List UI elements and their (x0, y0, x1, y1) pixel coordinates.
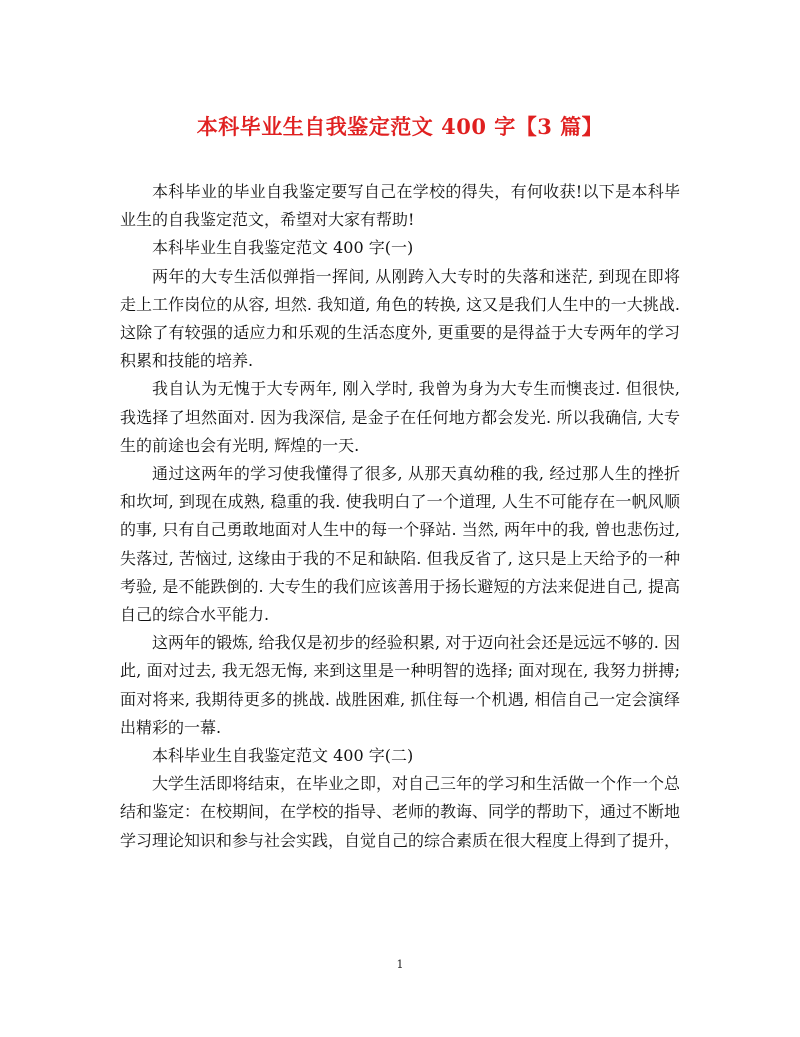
page-number: 1 (396, 958, 404, 971)
intro-paragraph: 本科毕业的毕业自我鉴定要写自己在学校的得失，有何收获!以下是本科毕业生的自我鉴定范文，希望对大家有帮助! (120, 182, 680, 230)
document-title: 本科毕业生自我鉴定范文 400 字【3 篇】 (196, 114, 604, 139)
document-body (120, 178, 680, 855)
body-paragraph: 大学生活即将结束，在毕业之即，对自己三年的学习和生活做一个作一个总结和鉴定：在校期间，在学校的指导、老师的教诲、同学的帮助下，通过不断地学习理论知识和参与社会实践，自觉自己的综合素质在很大程度上得到了提升， (120, 774, 681, 850)
body-paragraph: 这两年的锻炼, 给我仅是初步的经验积累, 对于迈向社会还是远远不够的. 因此, 面对过去, 我无怨无悔, 来到这里是一种明智的选择; 面对现在, 我努力拼搏; 面对将来, 我期待更多的挑战. 战胜困难, 抓住每一个机遇, 相信自己一定会演绎出精彩的一幕. (120, 633, 680, 737)
section-heading-one: 本科毕业生自我鉴定范文 400 字(一) (152, 238, 414, 258)
body-paragraph: 两年的大专生活似弹指一挥间, 从刚跨入大专时的失落和迷茫, 到现在即将走上工作岗位的从容, 坦然. 我知道, 角色的转换, 这又是我们人生中的一大挑战. 这除了有较强的适应力和乐观的生活态度外, 更重要的是得益于大专两年的学习积累和技能的培养. (120, 266, 680, 371)
section-heading-two: 本科毕业生自我鉴定范文 400 字(二) (152, 746, 414, 766)
body-paragraph: 我自认为无愧于大专两年, 刚入学时, 我曾为身为大专生而懊丧过. 但很快, 我选择了坦然面对. 因为我深信, 是金子在任何地方都会发光. 所以我确信, 大专生的前途也会有光明, 辉煌的一天. (120, 379, 680, 455)
body-paragraph: 通过这两年的学习使我懂得了很多, 从那天真幼稚的我, 经过那人生的挫折和坎坷, 到现在成熟, 稳重的我. 使我明白了一个道理, 人生不可能存在一帆风顺的事, 只有自己勇敢地面对人生中的每一个驿站. 当然, 两年中的我, 曾也悲伤过, 失落过, 苦恼过, 这缘由于我的不足和缺陷. 但我反省了, 这只是上天给予的一种考验, 是不能跌倒的. 大专生的我们应该善用于扬长避短的方法来促进自己, 提高自己的综合水平能力. (120, 464, 680, 625)
